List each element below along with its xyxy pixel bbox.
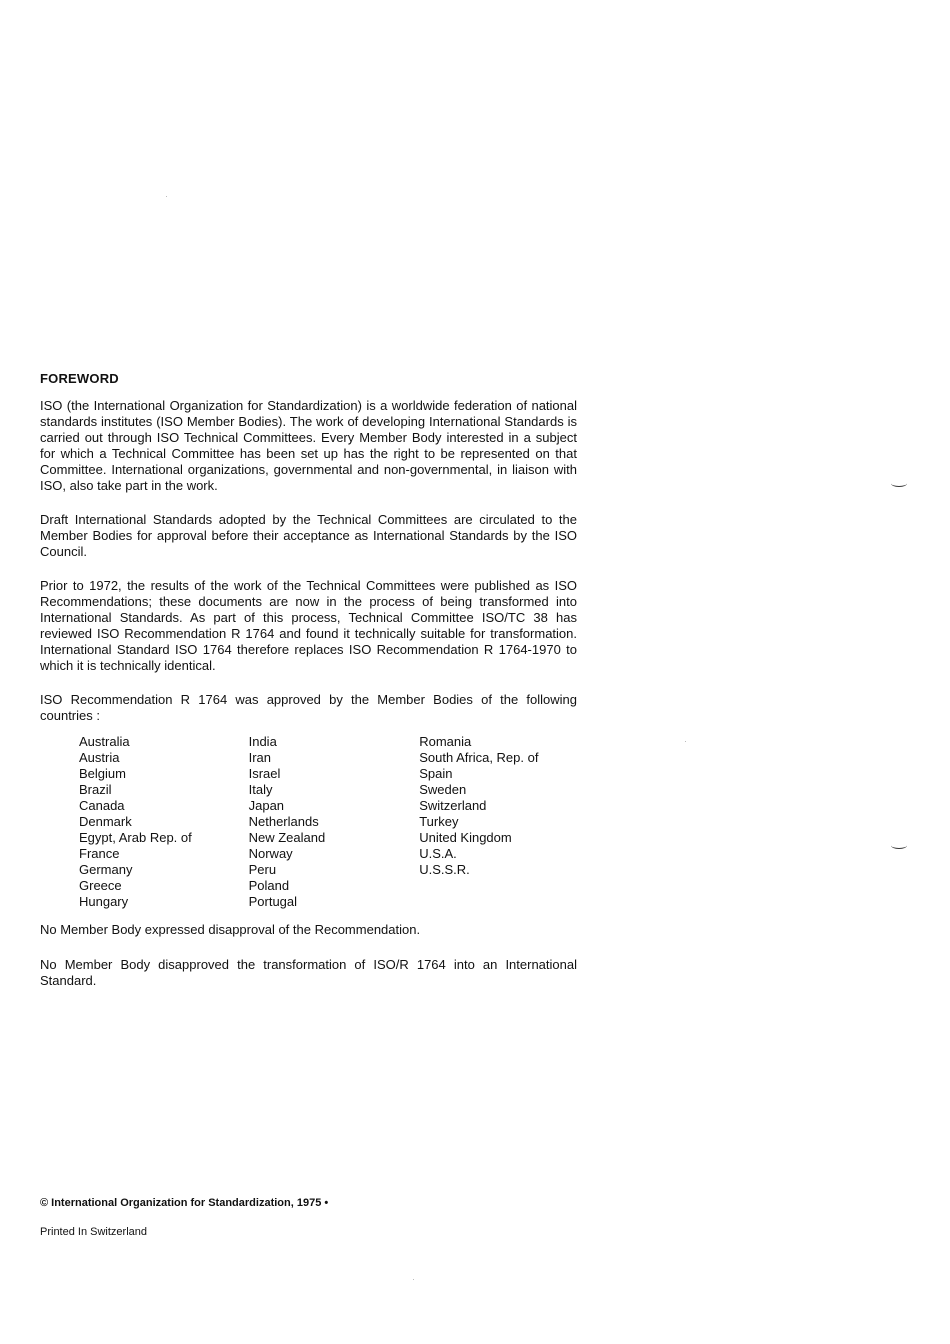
country-item: Sweden bbox=[419, 782, 467, 797]
country-item: India bbox=[248, 734, 277, 749]
country-item: Italy bbox=[248, 782, 273, 797]
country-item: Iran bbox=[248, 750, 272, 765]
scan-mark bbox=[891, 842, 907, 849]
country-item: France bbox=[79, 846, 120, 861]
country-item: Netherlands bbox=[248, 814, 319, 829]
country-column-1 bbox=[79, 734, 249, 910]
country-item: Romania bbox=[419, 734, 472, 749]
paragraph-draft-standards: Draft International Standards adopted by the Technical Committees are circulated to the Member Bodies for approval before their acceptance as International Standards by the ISO Council. bbox=[40, 512, 577, 559]
country-item: Hungary bbox=[79, 894, 129, 909]
country-item: United Kingdom bbox=[419, 830, 512, 845]
copyright-notice: © International Organization for Standardization, 1975 • bbox=[40, 1197, 329, 1209]
country-list bbox=[79, 734, 577, 910]
country-item: Germany bbox=[79, 862, 133, 877]
country-item: Portugal bbox=[248, 894, 298, 909]
country-item: Norway bbox=[248, 846, 293, 861]
foreword-heading: FOREWORD bbox=[40, 371, 119, 386]
country-item: U.S.S.R. bbox=[419, 862, 470, 877]
country-item: Australia bbox=[79, 734, 130, 749]
paragraph-approval: ISO Recommendation R 1764 was approved by the Member Bodies of the following countries : bbox=[40, 692, 577, 723]
footer bbox=[40, 1196, 328, 1239]
country-item: Belgium bbox=[79, 766, 126, 781]
country-item: Austria bbox=[79, 750, 120, 765]
scan-speck bbox=[413, 1279, 414, 1280]
scan-mark bbox=[891, 480, 907, 487]
country-item: Poland bbox=[248, 878, 290, 893]
country-item: Egypt, Arab Rep. of bbox=[79, 830, 192, 845]
country-item: Canada bbox=[79, 798, 125, 813]
country-item: South Africa, Rep. of bbox=[419, 750, 539, 765]
country-column-3 bbox=[419, 734, 577, 910]
country-item: Spain bbox=[419, 766, 453, 781]
country-item: Israel bbox=[248, 766, 281, 781]
country-item: Greece bbox=[79, 878, 122, 893]
paragraph-prior-1972: Prior to 1972, the results of the work of the Technical Committees were published as ISO Recommendations; these documents are now in the process of being transformed into International Standards. As part of this process, Technical Committee ISO/TC 38 has reviewed ISO Recommendation R 1764 and found it technically suitable for transformation. International Standard ISO 1764 therefore replaces ISO Recommendation R 1764-1970 to which it is technically identical. bbox=[40, 578, 577, 673]
paragraph-no-disapproval-transformation: No Member Body disapproved the transformation of ISO/R 1764 into an International Standard. bbox=[40, 957, 577, 988]
scan-speck bbox=[685, 741, 686, 742]
country-item: Peru bbox=[248, 862, 277, 877]
paragraph-no-disapproval-recommendation: No Member Body expressed disapproval of the Recommendation. bbox=[40, 922, 421, 937]
paragraph-iso-intro: ISO (the International Organization for Standardization) is a worldwide federation of national standards institutes (ISO Member Bodies). The work of developing International Standards is carried out through ISO Technical Committees. Every Member Body interested in a subject for which a Technical Committee has been set up has the right to be represented on that Committee. International organizations, governmental and non-governmental, in liaison with ISO, also take part in the work. bbox=[40, 398, 577, 493]
country-item: New Zealand bbox=[248, 830, 326, 845]
country-item: U.S.A. bbox=[419, 846, 457, 861]
printed-location: Printed In Switzerland bbox=[40, 1226, 147, 1238]
country-item: Turkey bbox=[419, 814, 459, 829]
country-item: Brazil bbox=[79, 782, 112, 797]
country-column-2 bbox=[249, 734, 420, 910]
scan-speck bbox=[166, 196, 167, 197]
country-item: Switzerland bbox=[419, 798, 487, 813]
foreword-section bbox=[40, 371, 577, 1007]
country-item: Denmark bbox=[79, 814, 132, 829]
country-item: Japan bbox=[248, 798, 285, 813]
